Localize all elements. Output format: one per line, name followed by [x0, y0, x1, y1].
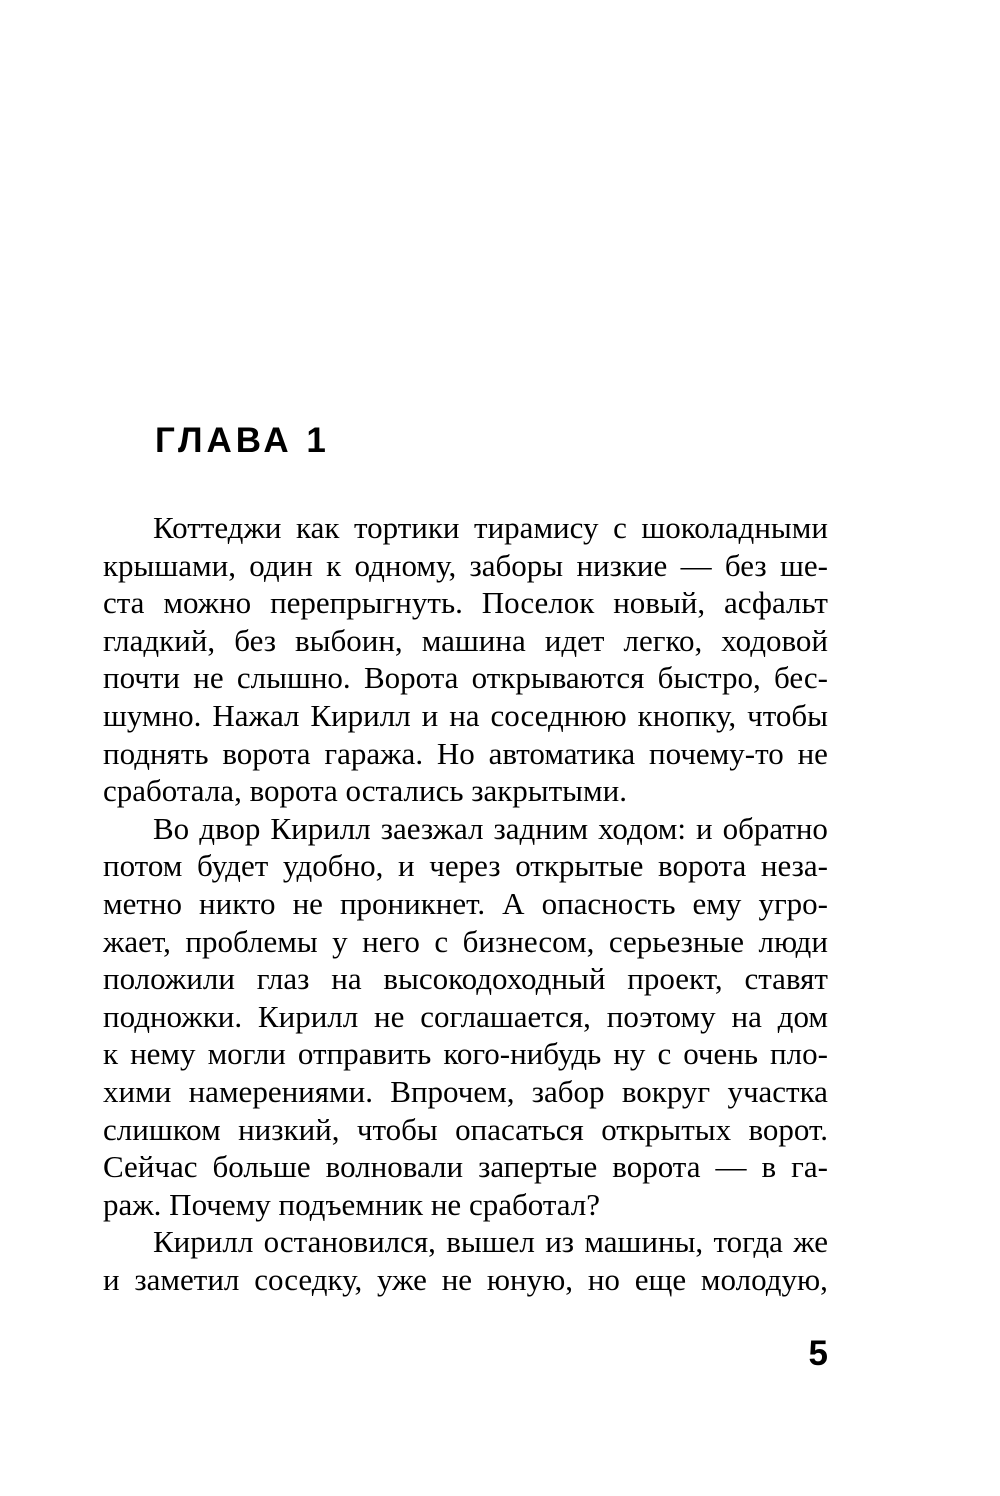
- word: еще: [634, 1261, 687, 1297]
- word: почти: [103, 660, 181, 696]
- text-line: [103, 622, 828, 660]
- word: же: [793, 1224, 828, 1260]
- word: быстро,: [657, 660, 761, 696]
- word: соседку,: [254, 1261, 363, 1297]
- word: проект,: [627, 961, 723, 997]
- page-number: 5: [808, 1334, 828, 1373]
- text-line: [103, 735, 828, 773]
- word: волновали: [325, 1149, 464, 1185]
- word: без: [724, 547, 767, 583]
- word: будет: [197, 848, 269, 884]
- text-line: сработала, ворота остались закрытыми.: [103, 773, 627, 809]
- word: вышел: [446, 1224, 535, 1260]
- word: Кирилл: [257, 998, 359, 1034]
- word: перепрыгнуть.: [270, 585, 463, 621]
- word: гладкий,: [103, 622, 216, 658]
- word: из: [545, 1224, 575, 1260]
- word: не: [193, 660, 224, 696]
- word: —: [680, 547, 712, 583]
- word: Кирилл: [270, 810, 371, 846]
- word: Впрочем,: [390, 1073, 515, 1109]
- word: юную,: [486, 1261, 574, 1297]
- word: никто: [199, 885, 276, 921]
- word: опасаться: [455, 1111, 584, 1147]
- word: на: [331, 961, 362, 997]
- word: слишком: [103, 1111, 221, 1147]
- word: молодую,: [700, 1261, 828, 1297]
- word: ходовой: [721, 622, 828, 658]
- word: очень: [683, 1036, 758, 1072]
- word: и: [695, 810, 713, 846]
- word: открытые: [515, 848, 644, 884]
- word: на: [731, 998, 762, 1034]
- word: ше-: [779, 547, 828, 583]
- word: кого-нибудь: [443, 1036, 602, 1072]
- word: хими: [103, 1073, 172, 1109]
- text-line: [103, 547, 828, 585]
- text-line: [103, 1073, 828, 1111]
- text-line: [103, 998, 828, 1036]
- word: чтобы: [747, 697, 828, 733]
- word: не: [797, 735, 828, 771]
- text-line: [103, 1035, 828, 1073]
- word: и: [421, 697, 439, 733]
- word: ворота: [612, 1149, 701, 1185]
- word: задним: [493, 810, 589, 846]
- word: но: [587, 1261, 620, 1297]
- word: люди: [758, 923, 828, 959]
- word: Сейчас: [103, 1149, 198, 1185]
- word: остановился,: [263, 1224, 436, 1260]
- word: тирамису: [474, 510, 599, 545]
- word: заезжал: [380, 810, 484, 846]
- word: в: [761, 1149, 777, 1185]
- word: больше: [212, 1149, 311, 1185]
- word: можно: [163, 585, 252, 621]
- word: жает,: [103, 923, 171, 959]
- text-line: [103, 1261, 828, 1299]
- chapter-heading: ГЛАВА 1: [155, 421, 330, 460]
- word: без: [234, 622, 276, 658]
- text-line: [103, 584, 828, 622]
- word: —: [715, 1149, 747, 1185]
- word: открытых: [601, 1111, 732, 1147]
- word: ста: [103, 585, 145, 621]
- word: на: [449, 697, 480, 733]
- word: идет: [544, 622, 605, 658]
- word: неза-: [760, 848, 828, 884]
- text-line: [103, 1223, 828, 1261]
- word: шумно.: [103, 697, 202, 733]
- word: не: [374, 998, 405, 1034]
- word: ворота: [658, 848, 747, 884]
- word: новый,: [613, 585, 706, 621]
- word: положили: [103, 961, 235, 997]
- word: почему-то: [649, 735, 784, 771]
- word: машина: [421, 622, 526, 658]
- word: ну: [613, 1036, 646, 1072]
- text-line: [103, 923, 828, 961]
- text-line: [103, 810, 828, 848]
- text-line: [103, 697, 828, 735]
- text-line: [103, 1111, 828, 1149]
- word: открываются: [471, 660, 645, 696]
- word: пло-: [770, 1036, 828, 1072]
- word: опасность: [541, 885, 676, 921]
- word: уже: [377, 1261, 427, 1297]
- word: нему: [130, 1036, 196, 1072]
- word: отправить: [297, 1036, 432, 1072]
- word: бизнесом,: [462, 923, 595, 959]
- word: кнопку,: [637, 697, 737, 733]
- word: серьезные: [608, 923, 745, 959]
- word: одному,: [354, 547, 457, 583]
- word: заборы: [469, 547, 564, 583]
- word: машины,: [584, 1224, 704, 1260]
- word: асфальт: [723, 585, 828, 621]
- word: дом: [777, 998, 828, 1034]
- word: Коттеджи: [153, 510, 282, 545]
- word: с: [657, 1036, 672, 1072]
- word: с: [613, 510, 627, 545]
- word: один: [249, 547, 313, 583]
- word: как: [296, 510, 340, 545]
- word: глаз: [256, 961, 310, 997]
- text-line: [103, 659, 828, 697]
- word: него: [362, 923, 420, 959]
- word: бес-: [773, 660, 828, 696]
- text-line: [103, 960, 828, 998]
- word: метно: [103, 885, 183, 921]
- word: к: [326, 547, 342, 583]
- word: га-: [791, 1149, 828, 1185]
- word: участка: [727, 1073, 828, 1109]
- word: соседнюю: [490, 697, 627, 733]
- word: ставят: [744, 961, 828, 997]
- word: крышами,: [103, 547, 236, 583]
- word: А: [502, 885, 525, 921]
- word: вокруг: [621, 1073, 711, 1109]
- word: гаража.: [324, 735, 424, 771]
- word: слышно.: [236, 660, 351, 696]
- word: к: [103, 1036, 119, 1072]
- word: Ворота: [363, 660, 459, 696]
- word: и: [103, 1261, 120, 1297]
- word: не: [441, 1261, 473, 1297]
- word: с: [434, 923, 449, 959]
- word: обратно: [722, 810, 828, 846]
- word: тогда: [713, 1224, 783, 1260]
- text-line: [103, 847, 828, 885]
- word: высокодоходный: [383, 961, 606, 997]
- word: у: [332, 923, 348, 959]
- word: заметил: [134, 1261, 240, 1297]
- word: чтобы: [356, 1111, 438, 1147]
- word: запертые: [478, 1149, 598, 1185]
- text-line: [103, 509, 828, 547]
- paragraph: [103, 1223, 828, 1298]
- word: выбоин,: [295, 622, 403, 658]
- word: могли: [207, 1036, 286, 1072]
- word: не: [292, 885, 323, 921]
- word: ему: [692, 885, 742, 921]
- word: намерениями.: [188, 1073, 373, 1109]
- word: угро-: [758, 885, 828, 921]
- word: удобно,: [282, 848, 384, 884]
- word: соглашается,: [420, 998, 591, 1034]
- word: подножки.: [103, 998, 243, 1034]
- paragraph: [103, 509, 828, 810]
- word: Кирилл: [310, 697, 411, 733]
- word: двор: [199, 810, 261, 846]
- word: автоматика: [488, 735, 636, 771]
- word: ворот.: [748, 1111, 828, 1147]
- word: ходом:: [598, 810, 686, 846]
- text-line: [103, 885, 828, 923]
- word: поднять: [103, 735, 209, 771]
- word: проблемы: [185, 923, 318, 959]
- word: Кирилл: [153, 1224, 254, 1260]
- word: тортики: [353, 510, 460, 545]
- word: низкие: [576, 547, 668, 583]
- text-line: раж. Почему подъемник не сработал?: [103, 1186, 601, 1222]
- word: через: [429, 848, 501, 884]
- body-text: [103, 509, 828, 1298]
- word: ворота: [222, 735, 311, 771]
- word: забор: [531, 1073, 605, 1109]
- word: Поселок: [481, 585, 595, 621]
- text-line: [103, 1148, 828, 1186]
- word: низкий,: [238, 1111, 340, 1147]
- word: потом: [103, 848, 183, 884]
- word: Но: [436, 735, 475, 771]
- word: Во: [153, 810, 190, 846]
- word: легко,: [623, 622, 703, 658]
- word: шоколадными: [641, 510, 828, 545]
- word: проникнет.: [339, 885, 486, 921]
- paragraph: [103, 810, 828, 1224]
- word: поэтому: [606, 998, 716, 1034]
- word: и: [398, 848, 415, 884]
- word: Нажал: [212, 697, 300, 733]
